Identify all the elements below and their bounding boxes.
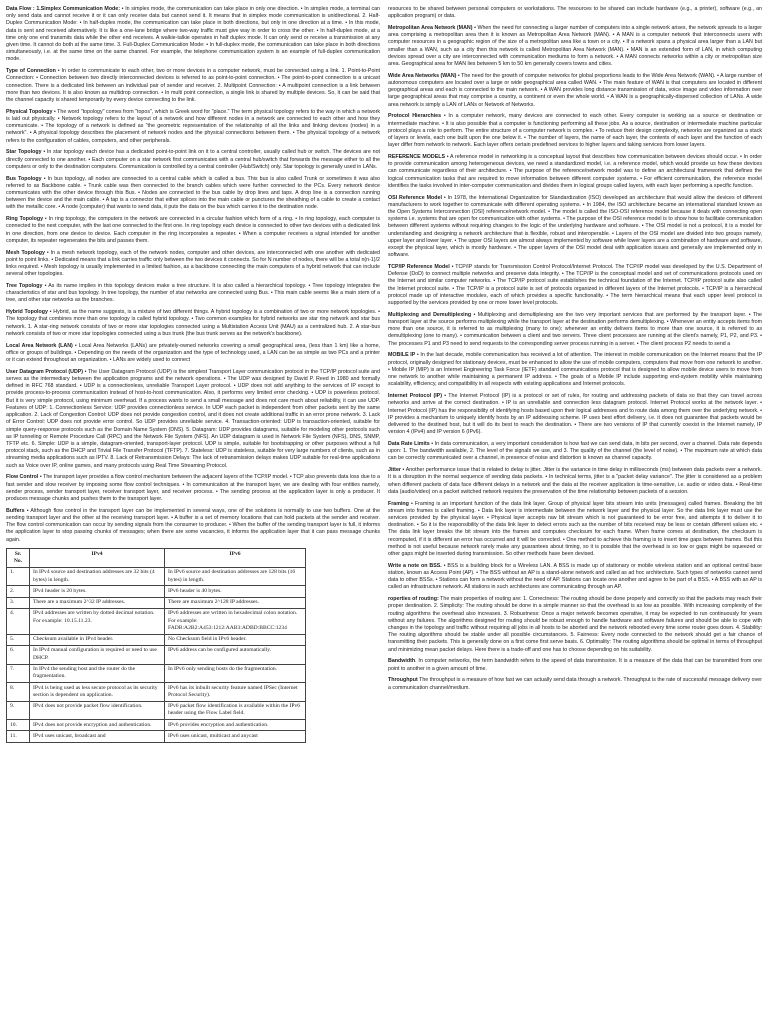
table-row — [7, 567, 306, 586]
paragraph-body: • Another performance issue that is related to delay is jitter. Jitter is the variance in time delay in milliseconds (ms) between data packets over a network. It is a disruption in the normal sequence of sending data packets. • In technical terms, jitter is a "packet delay variance". The jitter is considered as a problem when different packets of data face different delays in a network and the data at the receiver application is time-sensitive, i.e. audio or video data. • Real-time data (audio/video) on a packet switched network requires the preservation of the time relationship between packets of a session. — [388, 467, 762, 495]
paragraph-body: • Hybrid, as the name suggests, is a mixture of two different things. A hybrid topology is a combination of two or more network topologies. • The topology that combines more than one topology is called hybrid topology. • Two common examples for hybrid networks are star ring network and star bus network. 1. A star-ring network consists of two or more star topologies connected using a Multistation Access Unit (MAU) as a centralized hub. 2. A star-bus network consists of two or more star topologies connected using a bus trunk (the bus trunk serves as the network's backbone). — [6, 309, 380, 337]
paragraph-heading: Write a note on BSS. — [388, 562, 442, 569]
paragraph-heading: Flow Control — [6, 474, 39, 481]
paragraph-heading: Type of Connection — [6, 68, 56, 75]
paragraph — [388, 312, 762, 348]
paragraph-heading: Buffers — [6, 507, 25, 514]
table-row — [7, 586, 306, 597]
paragraph-body: • Framing is an important function of the data link layer. Group of physical layer bits stream into units (messages) called frames. Breaking the bit stream into frames is called framing. • Data link layer is intermediate between the network layer and the physical layer. So the data link layer must use the services provided by the physical layer. • Physical layer accepts raw bit stream which is not guaranteed to be error free, and attempts it to deliver it to destination. • So it is the responsibility of the data link layer to detect errors such as the number of bits received may be less or contain different values etc. • The data link layer breaks the bit stream into the frames and computes checksum for each frame. When frame comes at destination, the checksum is recomputed, if it is different an error has occurred and it will be corrected. • One method to achieve this framing is to insert time gaps between frames. But this method is not useful because network rarely make any guarantees about timing, so it is possible that the overhead is so low or gaps might be squeezed or other gaps might be inserted during transmission. So other methods have been devised. — [388, 500, 762, 557]
table-body — [7, 567, 306, 742]
paragraph — [388, 6, 762, 20]
table-cell-ipv6: IPv6 provides encryption and authentication. — [165, 720, 306, 731]
paragraph — [388, 154, 762, 190]
table-cell-ipv6: IPv6 header is 40 bytes. — [165, 586, 306, 597]
paragraph-body: • The User Datagram Protocol (UDP) is the simplest Transport Layer communication protocol in the TCP/IP protocol suite and serves as the intermediary between the application programs and the network operations. • The UDP was designed by David P. Reed in 1980 and formally defined in RFC 768 standard. • UDP is a connectionless, unreliable Transport Layer protocol. • UDP does not add anything to the services of IP except to provide process-to-process communication instead of host-to-host communication. Also, it performs very limited error checking. • UDP is powerless protocol. But it is very simple protocol, using minimum overhead. If a process wants to send a small message and does not care much about reliability, it can use UDP. Features of UDP: 1. Connectionless Service: UDP provides connectionless service. In UDP each packet is independent from other packets sent by the same application. 2. Lack of Congestion Control: UDP does not provide congestion control, and it does not create additional traffic in an error prone network. 3. Lack of Error Control: UDP does not provide error control. So UDP provides unreliable service. 4. Transaction-oriented: UDP is transaction-oriented, suitable for simple query-response protocols such as the Domain Name System (DNS). 5. Datagram: UDP provides datagrams, suitable for modeling other protocols such as IP tunneling or Remote Procedure Call (RPC) and the Network File System (NFS). An UDP datagram is used in Network File System (NFS), DNS, SNMP, TFTP etc. 6. Simple: UDP is a simple, datagram-oriented, transport-layer protocol. UDP is simple, suitable for bootstrapping or other purposes without a full protocol stack, such as the DHCP and Trivial File Transfer Protocol (TFTP). 7. Stateless: UDP is stateless, suitable for very large numbers of clients, such as in streaming media applications such as IPTV. 8. Lack of Retransmission Delays: The lack of retransmission delays makes UDP suitable for real-time applications such as Voice over IP, online games, and many protocols using Real Time Streaming Protocol. — [6, 368, 380, 469]
table-cell-ipv6: IPv6 uses unicast, multicast and anycast — [165, 731, 306, 742]
paragraph — [388, 467, 762, 496]
table-header-row — [7, 549, 306, 568]
paragraph — [388, 73, 762, 109]
paragraph-heading: Star Topology — [6, 149, 42, 156]
table-row — [7, 664, 306, 683]
paragraph-body: • In a computer network, many devices are connected to each other. Every computer is working as a source or destination or intermediate machine. • It is also possible that a computer is functioning performing all these jobs. As a source, destination or intermediate machine particular protocol plays a role to perform. The entire structure of a computer network is complex. • To reduce their design complexity, networks are organized as a stack of layers or levels, each one built upon the one below it. • The number of layers, the name of each layer, the contents of each layer and the function of each layer differ from network to network. Each layer offers certain predefined services to higher layers and taking services from lower layers. — [388, 113, 762, 149]
table-cell-sr: 7. — [7, 664, 30, 683]
table-row — [7, 597, 306, 608]
table-cell-ipv4: In IPv4 manual configuration is required or need to use DHCP. — [30, 645, 165, 664]
paragraph — [6, 309, 380, 338]
table-cell-sr: 11. — [7, 731, 30, 742]
left-paragraphs — [6, 6, 380, 544]
paragraph-heading: Physical Topology — [6, 108, 53, 115]
paragraph — [388, 501, 762, 559]
paragraph-body: . In computer networks, the term bandwidth refers to the speed of data transmission. It is a measure of the data that can be transmitted from one point to another in a given amount of time. — [388, 658, 762, 672]
table-cell-ipv4: IPv4 does not provide packet flow identification. — [30, 701, 165, 720]
paragraph-body: • In bus topology, all nodes are connected to a central cable which is called a bus. This bus is also called Trunk or sometimes it was also referred to as Backbone cable. • Trunk cable was then connected to the branch cables which were further connected to the PCs. Every network device communicates with the other device through this Bus. • Nodes are connected to the bus cable by drop lines and taps. A drop line is a connection running between the device and the main cable. • A tap is a connector that either splices into the main cable or punctures the sheathing of a cable to create a contact with the metallic core. • A node (computer) that wants to send data, it puts the data on the bus which carries it to the destination node. — [6, 175, 380, 211]
table-cell-sr: 8. — [7, 683, 30, 702]
paragraph-heading: Tree Topology — [6, 283, 43, 290]
paragraph — [6, 149, 380, 171]
paragraph-heading: TCP/IP Reference Model — [388, 264, 450, 271]
paragraph-heading: roperties of routing: — [388, 596, 439, 603]
table-cell-ipv6: There are maximum 2^128 IP addresses. — [165, 597, 306, 608]
paragraph — [388, 113, 762, 149]
paragraph-body: • Multiplexing and demultiplexing are the two very important services that are performed by the transport layer. • The transport layer at the source performs multiplexing while the transport layer at the destination performs demultiplexing. • Whenever an entity accepts items from more than one source, it is referred to as multiplexing (many to one); whenever an entity delivers items to more than one source, it is referred to as demultiplexing (one to many). • communication between a client and two servers. Three client processes are running at the client's namely, P1, P2, and P3. • The processes P1 and P3 need to send requests to the corresponding server process running in a server. • The client process P2 needs to send a — [388, 311, 762, 347]
paragraph — [6, 6, 380, 64]
paragraph-heading: REFERENCE MODELS — [388, 154, 446, 161]
left-column — [6, 6, 380, 1022]
paragraph — [6, 508, 380, 544]
paragraph-body: • Local Area Networks (LANs) are privately-owned networks covering a small geographical area, (less than 1 km) like a home, office or groups of buildings. • Depending on the needs of the organization and the type of technology used, a LAN can be as simple as two PCs and a printer or it can extend throughout an organization. • LANs are widely used to connect — [6, 342, 380, 364]
paragraph — [6, 474, 380, 503]
paragraph — [388, 195, 762, 260]
paragraph-heading: Wide Area Networks (WAN) — [388, 72, 457, 79]
paragraph-heading: Protocol Hierarchies — [388, 113, 442, 120]
table-cell-ipv4: In IPv4 the sending host and the router do the fragmentation. — [30, 664, 165, 683]
table-header-ipv4: IPv4 — [30, 549, 165, 568]
paragraph — [388, 677, 762, 691]
paragraph-body: • In data communication, a very important consideration is how fast we can send data, in bits per second, over a channel. Data rate depends upon: 1. The bandwidth available, 2. The level of the signals we use, and 3. The quality of the channel (the level of noise). • The maximum rate at which data can be correctly communicated over a channel, in presence of noise and distortion is known as channel capacity. — [388, 440, 762, 462]
table-cell-ipv4: Checksum available in IPv4 header. — [30, 634, 165, 645]
table-cell-ipv6: IPv6 addresses are written in hexadecimal colon notation. For example: FADB:A2B2:A453:1212:AAB3:ADBD:BBCC:1234 — [165, 608, 306, 634]
table-cell-sr: 4. — [7, 608, 30, 634]
paragraph-heading: Data Flow : 1.Simplex Communication Mode: — [6, 6, 121, 12]
paragraph-body: resources to be shared between personal computers or workstations. The resources to be shared can include hardware (e.g., a printer), software (e.g., an application program) or data. — [388, 6, 762, 20]
paragraph-heading: Bandwidth — [388, 658, 416, 665]
table-cell-ipv4: IPv4 is being used as less secure protocol as its security section is dependent on application. — [30, 683, 165, 702]
paragraph-heading: Jitter — [388, 467, 401, 474]
paragraph-heading: Throughput — [388, 677, 418, 684]
paragraph-heading: MOBILE IP — [388, 352, 416, 359]
paragraph-body: • When the need for connecting a larger number of computers into a single network arises, the network spreads to a larger area comprising a metropolitan area then it is known as Metropolitan Area Network (MAN). • A MAN is a computer network that interconnects users with computer resources in a geographic region of the size of a metropolitan area like a town or a city. • If a network spans a physical area larger than a LAN but smaller than a WAN, such as a city then this network is called Metropolitan Area Network (MAN). • MAN is an extended form of LAN, in which computing devices spread over a city are interconnected with communication mediums to form a network. • A MAN connects networks within a city or metropolitan size area. Geographical area for MAN lies between 5 km to 50 km generally covers towns and cities. — [388, 25, 762, 68]
paragraph — [6, 216, 380, 245]
paragraph-body: • The need for the growth of computer networks for global proportions leads to the Wide Area Network (WAN). • A large number of autonomous computers are located over a large or wide geographical area called WAN. • The main feature of WAN is that computers are located in different geographical areas and each is connected to the main network. • A WAN provides long distance transmission of data, voice image and video information over large geographical areas that may comprise a country, a continent or even the whole world. • A WAN is a geographically-dispersed collection of LANs. A wide area network is simply a LAN of LANs or Network of Networks. — [388, 72, 762, 108]
table-row — [7, 731, 306, 742]
table-cell-sr: 9. — [7, 701, 30, 720]
table-cell-ipv6: In IPv6 only sending hosts do the fragmentation. — [165, 664, 306, 683]
table-cell-sr: 6. — [7, 645, 30, 664]
paragraph-body: • In 1978, the International Organization for Standardization (ISO) developed an architecture that would allow the devices of different manufacturers to work together to communicate with different operating systems. • In 1984, the ISO architecture became an international standard known as the Open Systems Interconnection (OSI) reference/network model. • The model is called the ISO-OSI reference model because it deals with connecting open systems i.e. systems that are open for communication with other systems. • The purpose of the OSI reference model is to show how to facilitate communication between different systems without requiring changes to the logic of the underlying hardware and software. • The OSI model is not a protocol, it is a model for understanding and designing a network architecture that is flexible, robust and interoperable. • Layers of the OSI model are divided into two groups namely, upper layer and lower layer. • The upper OSI layers are almost always implemented by software while lower layers are a combination of hardware and software, except the physical layer, which is mostly hardware. • The upper layers of the OSI model deal with application issues and generally are implemented only in software. — [388, 194, 762, 259]
paragraph — [388, 658, 762, 672]
paragraph-heading: Data Rate Limits — [388, 440, 430, 447]
paragraph-body: The main properties of routing are: 1. Correctness: The routing should be done properly and correctly so that the packets may reach their proper destination. 2. Simplicity: The routing should be done in a simple manner so that the overhead is as low as possible. With increasing complexity of the routing algorithms the overhead also increases. 3. Robustness: Once a major network becomes operative, it may be expected to run continuously for years without any failures. The algorithms designed for routing should be robust enough to handle hardware and software failures and should be able to cope with changes in the topology and traffic without requiring all jobs in all hosts to be aborted and the network rebooted every time some router goes down. 4. Stability: The routing algorithms should be stable under all possible circumstances. 5. Fairness: Every node connected to the network should get a fair chance of transmitting their packets. This is generally done on a first come first serve basis. 6. Optimality: The routing algorithms should be optimal in terms of throughput and minimizing mean packet delays. Here there is a trade-off and one has to choose depending on his suitability. — [388, 596, 762, 653]
paragraph-body: • Although flow control in the transport layer can be implemented in several ways, one of the solutions is normally to use two buffers. One at the sending transport layer and the other at the receiving transport layer. • A buffer is a set of memory locations that can hold packets at the sender and receiver. The flow control communication can occur by sending signals from the consumer to producer. • When the buffer of the sending transport layer is full, it informs the application layer to stop passing chunks of messages; when there are some vacancies, it informs the application layer that it can pass message chunks again. — [6, 507, 380, 543]
table-header-ipv6: IPv6 — [165, 549, 306, 568]
paragraph-heading: Mesh Topology — [6, 249, 45, 256]
paragraph-heading: Internet Protocol (IP) — [388, 393, 442, 400]
paragraph-body: • In star topology each device has a dedicated point-to-point link on it to a central controller, usually called hub or switch. The devices are not directly connected to one another. • Each computer on a star network first communicates with a central hub/switch that forwards the message either to all the computers or only to the destination computers. Communication is controlled by a central controller (Hub/Switch) only. Star topology is generally used in LANs. — [6, 149, 380, 170]
table-row — [7, 608, 306, 634]
paragraph — [388, 563, 762, 592]
paragraph-body: • The Internet Protocol (IP) is a protocol or set of rules, for routing and addressing packets of data so that they can travel across networks and arrive at the correct destination. • IP is an unreliable and connection less datagram protocol. Internet Protocol works at the network layer. • Internet Protocol (IP) has the responsibility of identifying hosts based upon their logical addresses and to route data among them over the underlying network. • IP provides a mechanism to uniquely identify hosts by an IP addressing scheme. IP uses best effort delivery, i.e. it does not guarantee that packets would be delivered to the destined host, but it will do its best to reach the destination. • There are two versions of IP that currently coexist in the Internet namely, IP version 4 (IPv4) and IP version 6 (IPv6). — [388, 393, 762, 436]
paragraph — [388, 264, 762, 307]
right-paragraphs — [388, 6, 762, 692]
paragraph-body: • The word "topology" comes from "topos", which is Greek word for "place." The term physical topology refers to the way in which a network is laid out physically. • Network topology refers to the layout of a network and how different nodes in a network are connected to each other and how they communicate. • The topology of a network is defined as "the geometric representation of the relationship of all the links and linking devices (nodes) in a network". • A physical topology describes the placement of network nodes and the physical connections between them. • The physical topology of a network refers to the configuration of cables, computers, and other peripherals. — [6, 108, 380, 144]
ipv4-ipv6-comparison-table — [6, 548, 306, 742]
paragraph-heading: OSI Reference Model — [388, 194, 442, 201]
paragraph-body: • The transport layer provides a flow control mechanism between the adjacent layers of the TCP/IP model. • TCP also prevents data loss due to a fast sender and slow receiver by imposing some flow control techniques. • In communication at the transport layer, we are dealing with four entities namely, sender process, sender transport layer, receiver transport layer, and receiver process. • The sending process at the application layer is only a producer. It produces message chunks and pushes them to the transport layer. — [6, 474, 380, 502]
paragraph-body: • In simplex mode, the communication can take place in only one direction. • In simplex mode, a terminal can only send data and cannot receive it or it can only receive data but cannot send it. It means that in simplex mode communication is unidirectional. 2. Half-Duplex Communication Mode: • In half-duplex mode, the communication can take place in both directions, but only in one direction at a time. • In this mode, data is sent and received alternatively. It is like a one-lane bridge where two-way traffic must give way in order to cross the other. • In half-duplex mode, at a time only one end transmits data while the other end receives. A walkie-talkie operates in half duplex mode. It can only send or receive a transmission at any given time. It cannot do both at the same time. 3. Full-Duplex Communication Mode: • In full-duplex mode, the communication can take place in both directions simultaneously, i.e. at the same time on the same channel. For example, the telephone communication system is an example of full-duplex communication mode. — [6, 6, 380, 63]
table-row — [7, 634, 306, 645]
paragraph-body: • In order to communicate to each other, two or more devices in a computer network, must be connected using a link. 1. Point-to-Point Connection: • Connection between two directly interconnected devices is referred to as point-to-point connection. • The point-to-point connection is a unicast connection. There is a dedicated link between an individual pair of sender and receiver. 2. Multipoint Connection: • A multipoint connection is a link between more than two devices. It is also known as multidrop connection. • In multi point connection, a single link is shared by multiple devices. So, it can be said that the channel capacity is shared temporarily by every device connecting to the link. — [6, 68, 380, 104]
paragraph-body: • BSS is a building block for a Wireless LAN. A BSS is made up of stationary or mobile wireless station and an optional central base station, known as Access Point (AP). • The BSS without an AP is a stand-alone network and called as ad hoc architecture. Such types of networks cannot send data to other BSSs. • Stations can form a network without the need of AP. Stations can locate one another and agree to be part of a BSS. • A BSS with an AP is called an infrastructure network. All stations in such architectures are communicating through an AP. — [388, 562, 762, 591]
paragraph — [388, 352, 762, 388]
table-cell-ipv6: IPv6 has its inbuilt security feature named IPSec (Internet Protocol Security). — [165, 683, 306, 702]
table-cell-sr: 3. — [7, 597, 30, 608]
table-row — [7, 720, 306, 731]
table-cell-sr: 1. — [7, 567, 30, 586]
table-cell-ipv4: In IPv4 source and destination addresses are 32 bits (4 bytes) in length. — [30, 567, 165, 586]
paragraph — [6, 283, 380, 305]
table-row — [7, 645, 306, 664]
paragraph-body: • A reference model in networking is a conceptual layout that describes how communication between devices should occur. • In order to provide communication among heterogeneous devices, we need a standardized model, i.e. a reference model, which would provide us how these devices can communicate regardless of their architecture. • The purpose of the reference/network model was to define an architectural framework that defines the logical communication tasks that are required to move information between different computer systems. • For efficient communication, the reference model identifies the tasks involved in inter-computer communication and divides them in logical groups called layers, with each layer performing a specific function. — [388, 154, 762, 189]
right-column — [388, 6, 762, 1022]
table-row — [7, 683, 306, 702]
table-cell-ipv4: IPv4 addresses are written by dotted decimal notation. For example: 10.15.11.23. — [30, 608, 165, 634]
table-cell-sr: 10. — [7, 720, 30, 731]
table-cell-ipv6: IPv6 address can be configured automatically. — [165, 645, 306, 664]
paragraph-body: • In ring topology, the computers in the network are connected in a circular fashion which form of a ring. • In ring topology, each computer is connected to the next computer, with the last one connected to the first one. In ring topology each device is connected to other two devices with a dedicated link in one direction, from one device to device. Each computer in the ring incorporates a repeater. • When a computer receives a signal intended for another computer, its repeater regenerates the bits and passes them. — [6, 216, 380, 244]
paragraph — [6, 176, 380, 212]
table-cell-ipv4: There are a maximum 2^32 IP addresses. — [30, 597, 165, 608]
table-cell-ipv4: IPv4 does not provide encryption and authentication. — [30, 720, 165, 731]
paragraph-heading: Hybrid Topology — [6, 309, 48, 316]
paragraph-heading: Metropolitan Area Network (MAN) — [388, 25, 473, 31]
table-cell-ipv6: No Checksum field in IPv6 header. — [165, 634, 306, 645]
paragraph-heading: Framing — [388, 500, 409, 507]
paragraph — [388, 393, 762, 436]
table-row — [7, 701, 306, 720]
paragraph-heading: User Datagram Protocol (UDP) — [6, 368, 84, 375]
table-cell-ipv4: IPv4 uses unicast, broadcast and — [30, 731, 165, 742]
paragraph-body: • In a mesh network topology, each of the network nodes, computer and other devices, are interconnected with one another with dedicated point to point links. • Dedicated means that a link carries traffic only between the two devices it connects. So for N number of nodes, there will be a total n(n-1)/2 links required. • Mesh topology is usually implemented in a limited fashion, as a backbone connecting the main computers of a hybrid network that can include several other topologies. — [6, 249, 380, 278]
paragraph-body: The throughput is a measure of how fast we can actually send data through a network. Throughput is the rate of successful message delivery over a communication channel/medium. — [388, 677, 762, 691]
paragraph — [6, 343, 380, 365]
paragraph — [6, 250, 380, 279]
table-cell-ipv6: In IPv6 source and destination addresses are 128 bits (16 bytes) in length. — [165, 567, 306, 586]
paragraph — [6, 109, 380, 145]
paragraph-body: • As its name implies in this topology devices make a tree structure. It is also called a hierarchical topology. • Tree topology integrates the characteristics of star and bus topology. In tree topology, the number of star networks are connected using Bus. • This main cable seems like a main stem of a tree, and other star networks as the branches. — [6, 283, 380, 304]
table-cell-sr: 2. — [7, 586, 30, 597]
table-header-sr: Sr. No. — [7, 549, 30, 568]
paragraph — [388, 25, 762, 68]
paragraph-heading: Multiplexing and Demultiplexing — [388, 311, 472, 318]
table-cell-sr: 5. — [7, 634, 30, 645]
paragraph-heading: Bus Topology — [6, 175, 42, 182]
paragraph-body: • TCP/IP stands for Transmission Control Protocol/Internet Protocol. The TCP/IP model was developed by the U.S. Department of Defense (DoD) to connect multiple networks and preserve data integrity. • The TCP/IP is the conceptual model and set of communications protocols used on the Internet and similar computer networks. • The TCP/IP protocol suite establishes the technical foundation of the Internet. TCP/IP protocol suite also called the Internet protocol suite. • The TCP/IP is a protocol suite is set of protocols organized in different layers of the Internet protocols. • TCP/IP is a hierarchical protocol made up of interactive modules, each of which provides a specific functionality. • The term hierarchical means that each upper level protocol is supported by the services provided by one or more lower level protocols. — [388, 264, 762, 307]
paragraph-heading: Ring Topology — [6, 216, 44, 223]
paragraph — [388, 596, 762, 654]
table-cell-ipv6: IPv6 packet flow identification is available within the IPv6 header using the Flow Label field. — [165, 701, 306, 720]
paragraph — [388, 441, 762, 463]
paragraph-body: • In the last decade, mobile communication has received a lot of attention. The interest in mobile communication on the Internet means that the IP protocol, originally designed for stationary devices, must be enhanced to allow the use of mobile computers, computers that move from one network to another. • Mobile IP (MIP) is an Internet Engineering Task Force (IETF) standard communications protocol that is designed to allow mobile device users to move from one network to another while maintaining a permanent IP address. • The goals of a Mobile IP include supporting end-system mobility while maintaining scalability, efficiency, and compatibility in all respects with existing applications and Internet protocols. — [388, 352, 762, 388]
paragraph — [6, 369, 380, 470]
paragraph — [6, 68, 380, 104]
paragraph-heading: Local Area Network (LAN) — [6, 342, 73, 349]
table-cell-ipv4: IPv4 header is 20 bytes. — [30, 586, 165, 597]
